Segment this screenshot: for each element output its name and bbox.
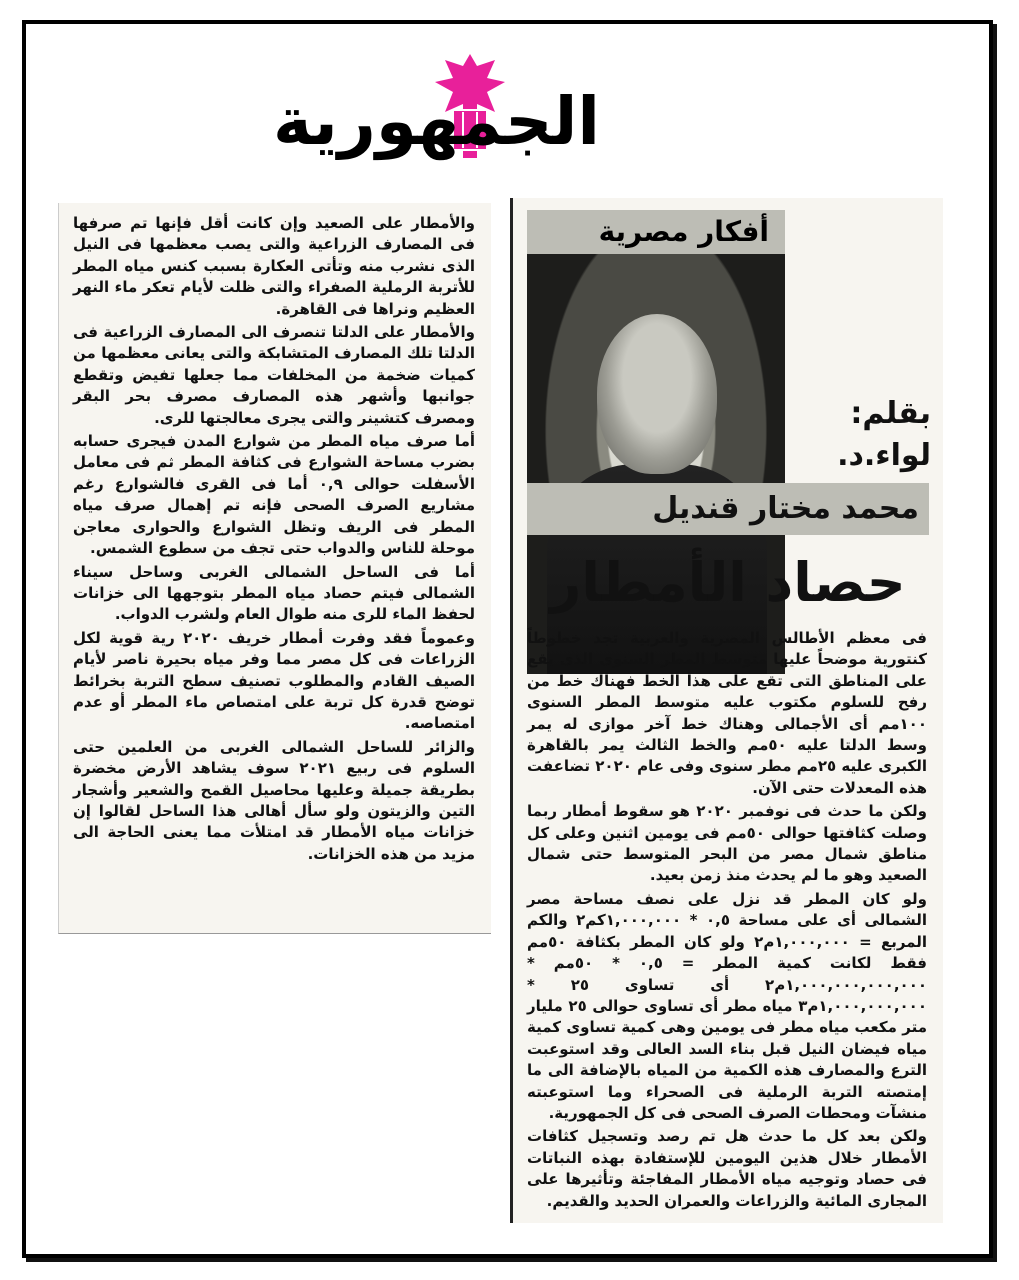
right-column-clipping: [510, 198, 943, 1223]
left-paragraph-2: والأمطار على الدلتا تنصرف الى المصارف الزراعية فى الدلتا تلك المصارف المتشابكة والتى يعانى معظمها من كميات ضخمة من المخلفات مما جعلها تفيض وتقطع جوانبها وأشهر هذه المصارف مصرف بحر البقر ومصرف كتشينر والتى يجرى معالجتها للرى.: [73, 323, 475, 427]
byline: [781, 393, 931, 477]
right-paragraph-3: ولو كان المطر قد نزل على نصف مساحة مصر الشمالى أى على مساحة ٠,٥ * ١,٠٠٠,٠٠٠كم٢ والكم المربع = ١,٠٠٠,٠٠٠م٢ ولو كان المطر بكثافة ٥٠مم فقط لكانت كمية المطر = ٠,٥ * ٥٠مم * ١,٠٠٠,٠٠٠,٠٠٠,٠٠٠م٢ أى تساوى ٢٥ * ١,٠٠٠,٠٠٠,٠٠٠م٣ مياه مطر أى تساوى حوالى ٢٥ مليار متر مكعب مياه مطر فى يومين وهى كمية تساوى كمية مياه فيضان النيل قبل بناء السد العالى وقد استوعبت الترع والمصارف هذه الكمية من المياه بالإضافة الى ما إمتصته التربة الرملية فى الصحراء وما استوعبته منشآت ومحطات الصرف الصحى فى كل الجمهورية.: [527, 889, 927, 1122]
byline-rank: لواء.د.: [837, 438, 931, 473]
author-name: محمد مختار قنديل: [527, 483, 929, 535]
byline-prefix: بقلم:: [850, 396, 931, 431]
right-column-text: [513, 628, 943, 1222]
newspaper-title: الجمهورية: [273, 83, 600, 160]
left-column-text: [59, 203, 491, 875]
masthead-logo: [273, 40, 600, 165]
right-paragraph-2: ولكن ما حدث فى نوفمبر ٢٠٢٠ هو سقوط أمطار ربما وصلت كثافتها حوالى ٥٠مم فى يومين اثنين وعلى كل مناطق شمال مصر من البحر المتوسط حتى شمال الصعيد وهو ما لم يحدث منذ زمن بعيد.: [527, 802, 928, 885]
left-paragraph-1: والأمطار على الصعيد وإن كانت أقل فإنها تم صرفها فى المصارف الزراعية والتى يصب معظمها فى النيل الذى نشرب منه وتأتى العكارة بسبب كنس مياه المطر للأتربة الرملية الصفراء والتى ظلت لأيام تعكر ماء النهر العظيم ونراها فى القاهرة.: [73, 214, 475, 318]
article-headline: حصاد الأمطار: [550, 551, 906, 614]
left-paragraph-4: أما فى الساحل الشمالى الغربى وساحل سيناء الشمالى فيتم حصاد مياه المطر بتوجهها الى خزانات لحفظ الماء للرى منه طوال العام ولشرب الدواب.: [73, 562, 475, 624]
right-paragraph-4: ولكن بعد كل ما حدث هل تم رصد وتسجيل كثافات الأمطار خلال هذين اليومين للإستفادة بهذه النباتات فى حصاد وتوجيه مياه الأمطار المفاجئة وتأثيرها على المجارى المائية والزراعات والعمران الحديد والقديم.: [527, 1127, 927, 1210]
left-column-clipping: [58, 203, 491, 934]
left-paragraph-5: وعموماً فقد وفرت أمطار خريف ٢٠٢٠ رية قوية لكل الزراعات فى كل مصر مما وفر مياه بحيرة ناصر لأيام الصيف القادم والمطلوب تصنيف سطح التربة بخرائط توضح قدرة كل تربة على امتصاص ماء المطر أو عدم امتصاصه.: [73, 628, 475, 733]
left-paragraph-6: والزائر للساحل الشمالى الغربى من العلمين حتى السلوم فى ربيع ٢٠٢١ سوف يشاهد الأرض مخضرة بطريقة جميلة وعليها محاصيل القمح والشعير وأشجار التين والزيتون ولو سأل أهالى هذا الساحل لقالوا إن خزانات مياه الأمطار قد امتلأت مما يعنى الحاجة الى مزيد من هذه الخزانات.: [73, 737, 475, 863]
left-paragraph-3: أما صرف مياه المطر من شوارع المدن فيجرى حسابه بضرب مساحة الشوارع فى كثافة المطر ثم فى معامل الأسفلت حوالى ٠,٩ أما فى القرى فالشوارع رغم مشاريع الصرف الصحى فإنه تم إهمال صرف مياه المطر فى الريف وتظل الشوارع والحوارى معاجن موحلة للناس والدواب حتى تجف من سطوع الشمس.: [73, 432, 475, 558]
photo-face: [597, 314, 717, 474]
column-kicker: أفكار مصرية: [598, 215, 769, 248]
right-paragraph-1: فى معظم الأطالس المصرية والعربية تجد خطوطاً كنتورية موضحاً عليها متوسط المطر السنوى الذى يقع على المناطق التى تقع على هذا الخط فهناك خط من رفح للسلوم مكتوب عليه متوسط المطر السنوى ١٠٠مم أى الأجمالى وهناك خط آخر موازى له يمر وسط الدلتا عليه ٥٠مم والخط الثالث يمر بالقاهرة الكبرى عليه ٢٥مم مطر سنوى وفى عام ٢٠٢٠ تضاعفت هذه المعدلات حتى الآن.: [527, 629, 927, 797]
